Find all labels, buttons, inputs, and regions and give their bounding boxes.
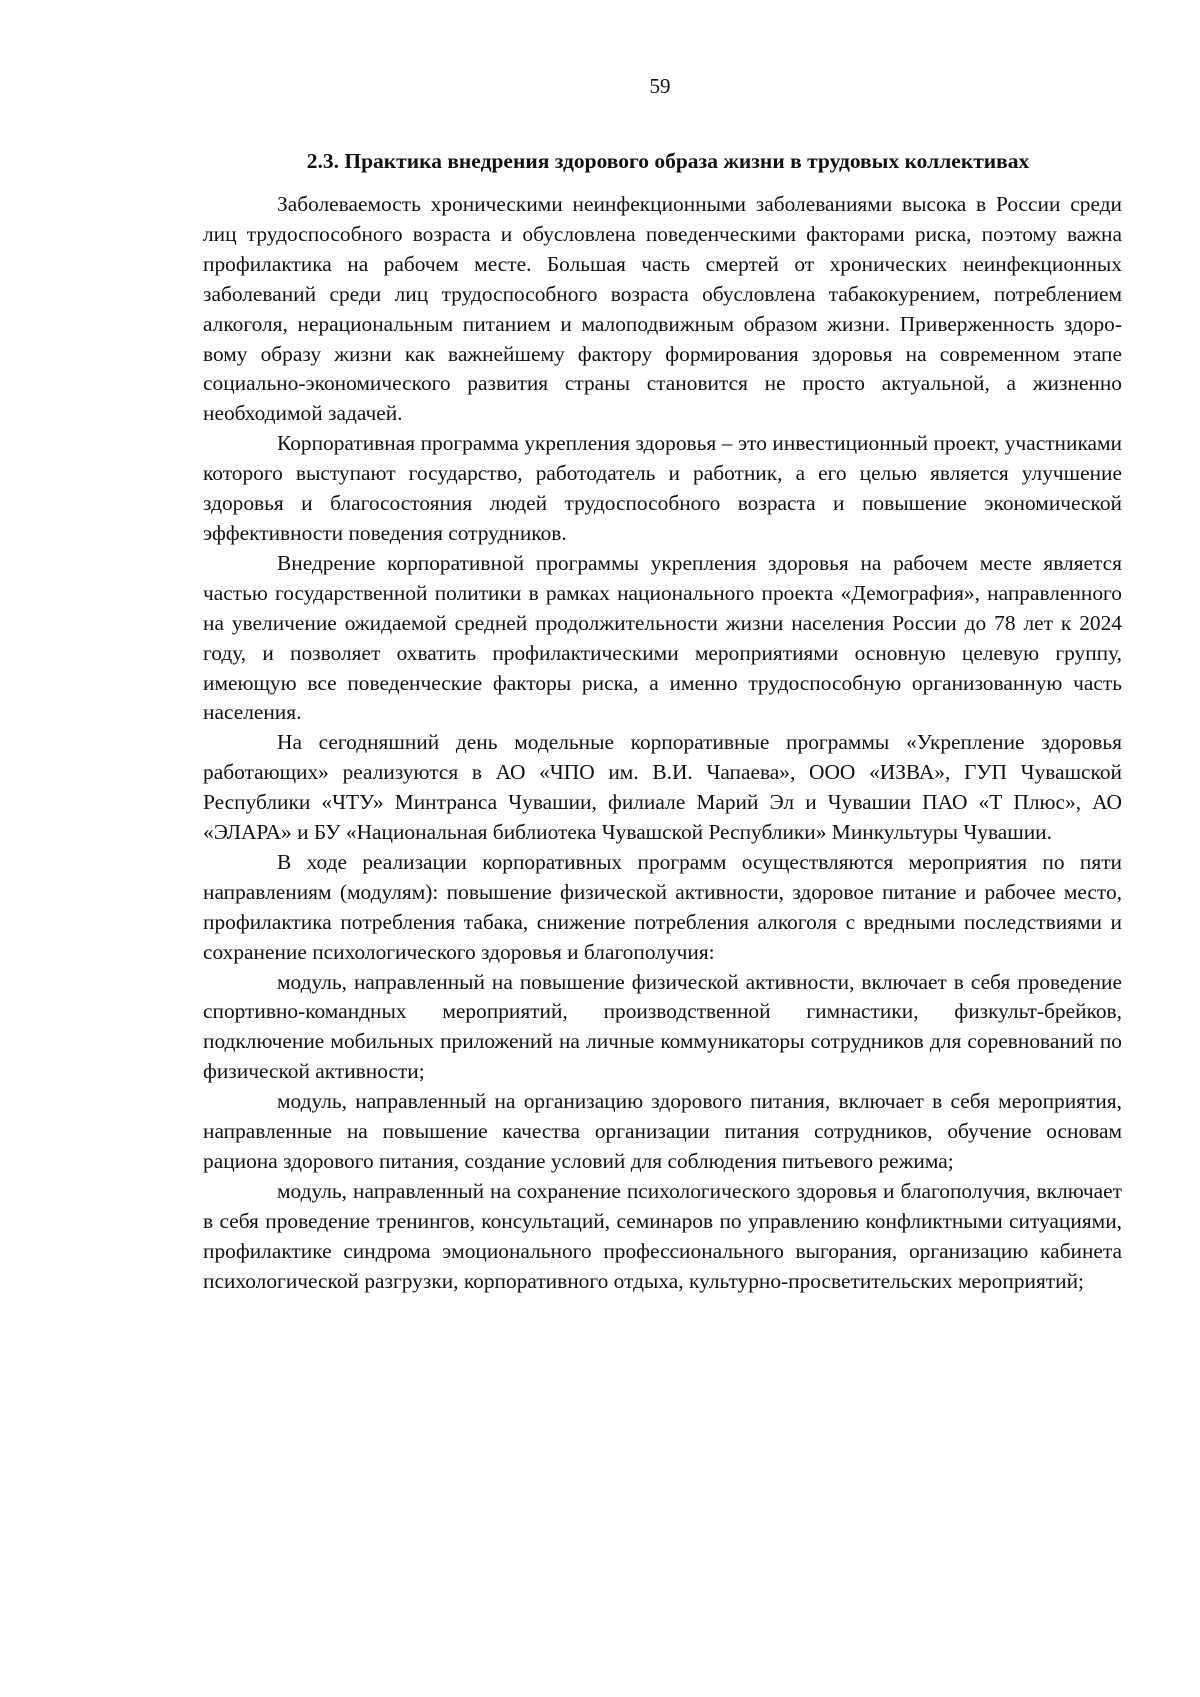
paragraph-psychological-module: модуль, направленный на сохранение психологического здоровья и благополучия, включает в себя проведение тренингов, консультаций, семинаров по управлению конфликтными ситуациями, профилактике синдрома эмоционального профессионального выгорания, организацию кабинета психологической разгрузки, корпоративного отдыха, культурно-просветительских мероприятий; <box>203 1178 1122 1293</box>
paragraph-model-programs: На сегодняшний день модельные корпоративные программы «Укрепление здоровья работающих» реализуются в АО «ЧПО им. В.И. Чапаева», ООО «ИЗВА», ГУП Чувашской Республики «ЧТУ» Минтранса Чувашии, филиале Марий Эл и Чувашии ПАО «Т Плюс», АО «ЭЛАРА» и БУ «Национальная библиотека Чувашской Республики» Минкультуры Чувашии. <box>203 730 1122 845</box>
paragraph-chronic-diseases: Заболеваемость хроническими неинфекционными заболеваниями высока в России среди лиц трудоспособного возраста и обусловлена поведенческими факторами риска, поэтому важна профилактика на рабочем месте. Большая часть смертей от хронических неинфекционных заболеваний среди лиц трудоспособного возраста обусловлена табакокурением, потреблением алкоголя, нерациональным питанием и малоподвижным образом жизни. Приверженность здоровому образу жизни как важнейшему фактору формирования здоровья на современном этапе социально-экономического развития страны становится не просто актуальной, а жизненно необходимой задачей. <box>203 192 1122 426</box>
page-number: 59 <box>649 74 671 98</box>
paragraph-corporate-program: Корпоративная программа укрепления здоровья – это инвестиционный проект, участниками которого выступают государство, работодатель и работник, а его целью является улучшение здоровья и благосостояния людей трудоспособного возраста и повышение экономической эффективности поведения сотрудников. <box>203 431 1122 545</box>
paragraph-five-modules: В ходе реализации корпоративных программ осуществляются мероприятия по пяти направлениям (модулям): повышение физической активности, здоровое питание и рабочее место, профилактика потребления табака, снижение потребления алкоголя с вредными последствиями и сохранение психологического здоровья и благополучия: <box>203 849 1122 964</box>
paragraph-nutrition-module: модуль, направленный на организацию здорового питания, включает в себя мероприятия, направленные на повышение качества организации питания сотрудников, обучение основам рациона здорового питания, создание условий для соблюдения питьевого режима; <box>203 1089 1122 1173</box>
paragraph-state-policy: Внедрение корпоративной программы укрепления здоровья на рабочем месте является частью государственной политики в рамках национального проекта «Демография», направленного на увеличение ожидаемой средней продолжительности жизни населения России до 78 лет к 2024 году, и позволяет охватить профилактическими мероприятиями основную целевую группу, имеющую все поведенческие факторы риска, а именно трудоспособную организованную часть населения. <box>203 550 1122 725</box>
document-body <box>203 190 1122 1297</box>
section-title: 2.3. Практика внедрения здорового образа жизни в трудовых коллективах <box>306 148 1030 173</box>
paragraph-physical-activity-module: модуль, направленный на повышение физической активности, включает в себя проведение спортивно-командных мероприятий, производственной гимнастики, физкульт-брейков, подключение мобильных приложений на личные коммуникаторы сотрудников для соревнований по физической активности; <box>203 969 1122 1084</box>
